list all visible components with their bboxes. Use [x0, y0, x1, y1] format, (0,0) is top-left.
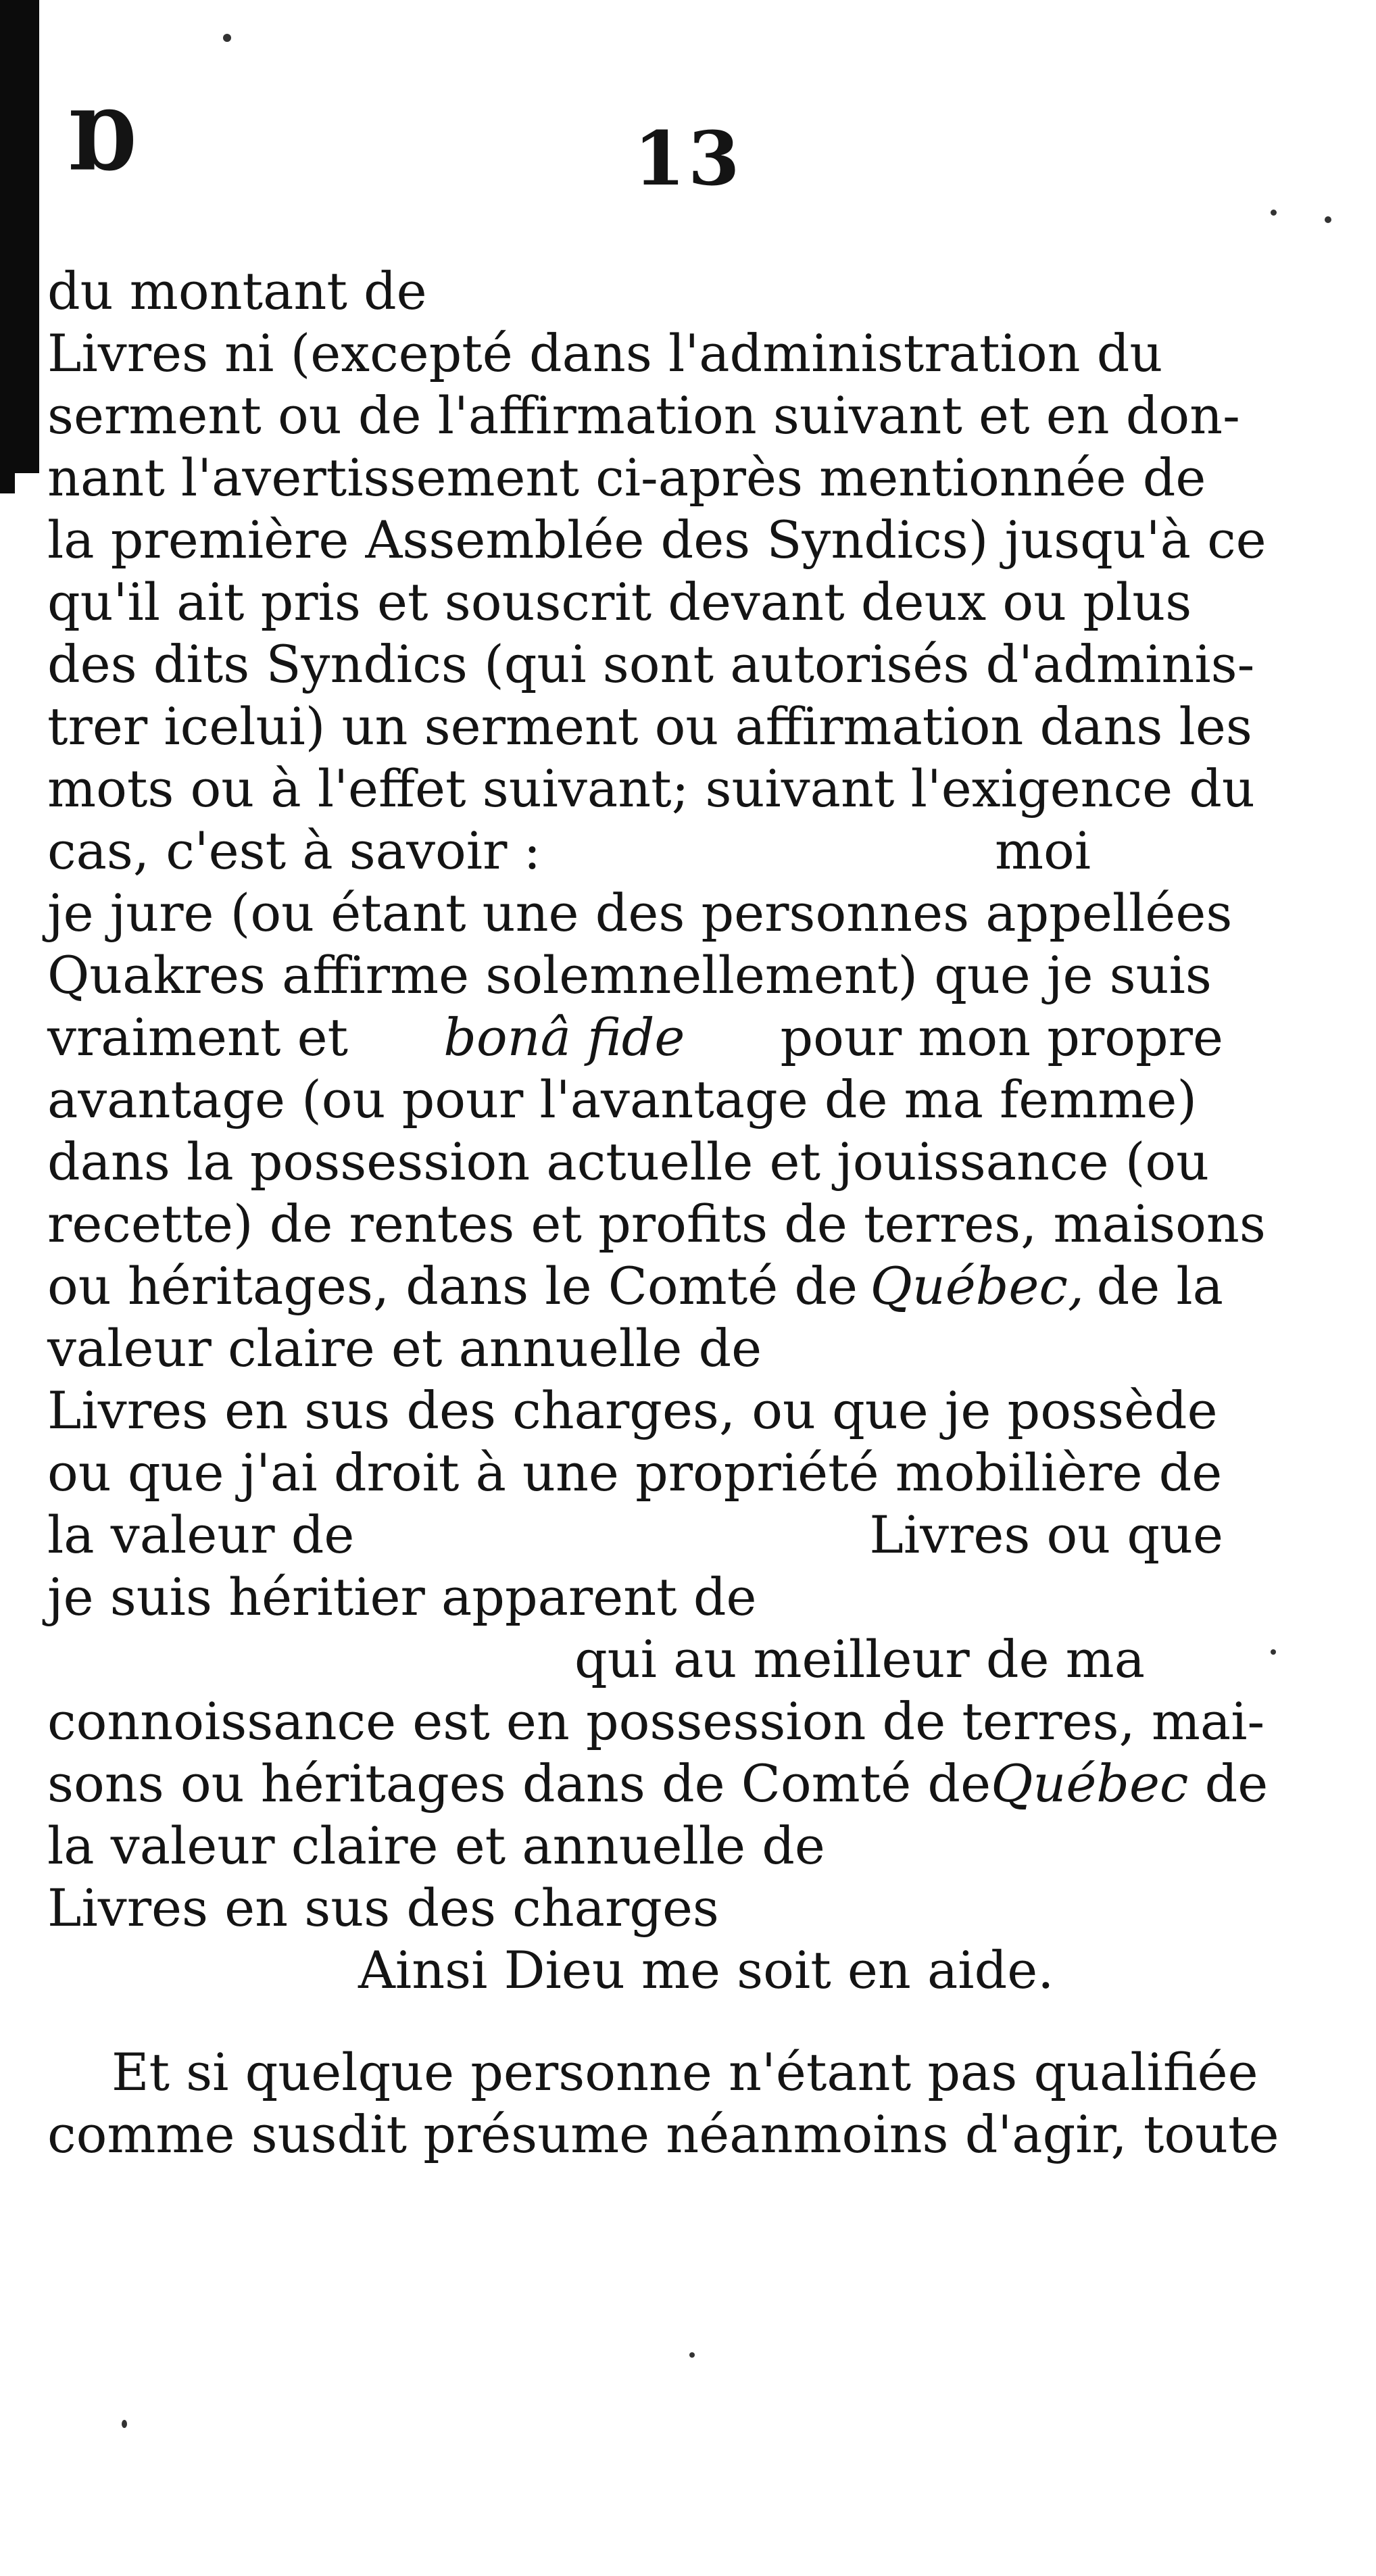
text-line: du montant de — [47, 261, 427, 321]
scan-speck — [1271, 210, 1277, 216]
text-line: la première Assemblée des Syndics) jusqu'à ce — [47, 510, 1267, 570]
text-line: dans la possession actuelle et jouissance (ou — [47, 1132, 1210, 1192]
text-line: Livres en sus des charges — [47, 1878, 719, 1938]
text-line: ou héritages, dans le Comté de Québec, de la — [47, 1256, 1223, 1316]
text-line: je jure (ou étant une des personnes appellées — [47, 883, 1233, 943]
text-line: recette) de rentes et profits de terres, maisons — [47, 1194, 1266, 1254]
text-line: Ainsi Dieu me soit en aide. — [358, 1940, 1054, 2000]
binding-edge-bar — [0, 0, 39, 473]
scan-speck — [223, 34, 231, 42]
text-line: qui au meilleur de ma — [574, 1629, 1146, 1689]
text-line: sons ou héritages dans de Comté de Québec de — [47, 1753, 1269, 1814]
text-line: qu'il ait pris et souscrit devant deux ou plus — [47, 572, 1192, 632]
text-line: cas, c'est à savoir : moi — [47, 821, 1091, 881]
corner-mark: Ɒ — [68, 94, 137, 189]
scan-speck — [689, 2352, 695, 2358]
text-line: Quakres affirme solemnellement) que je suis — [47, 945, 1212, 1005]
text-line: la valeur de Livres ou que — [47, 1505, 1223, 1565]
text-line: comme susdit présume néanmoins d'agir, toute — [47, 2104, 1279, 2164]
text-line: Livres en sus des charges, ou que je possède — [47, 1380, 1218, 1440]
scan-speck — [1271, 1649, 1276, 1655]
text-line: Et si quelque personne n'étant pas qualifiée — [112, 2042, 1258, 2102]
second-paragraph — [47, 2041, 1279, 2166]
text-line: ou que j'ai droit à une propriété mobilière de — [47, 1442, 1223, 1503]
main-text-block — [47, 260, 1269, 2001]
binding-edge-bar-foot — [0, 466, 15, 493]
text-line: avantage (ou pour l'avantage de ma femme) — [47, 1069, 1198, 1129]
text-line: nant l'avertissement ci-après mentionnée de — [47, 447, 1206, 508]
text-line: mots ou à l'effet suivant; suivant l'exigence du — [47, 758, 1255, 819]
scan-speck — [122, 2420, 127, 2428]
text-line: connoissance est en possession de terres, mai- — [47, 1691, 1265, 1751]
scan-speck — [1325, 216, 1331, 223]
text-line: serment ou de l'affirmation suivant et en don- — [47, 385, 1240, 445]
text-line: des dits Syndics (qui sont autorisés d'adminis- — [47, 634, 1255, 694]
text-line: trer icelui) un serment ou affirmation dans les — [47, 696, 1252, 756]
text-line: valeur claire et annuelle de — [47, 1318, 762, 1378]
text-line: vraiment et bonâ fide pour mon propre — [47, 1007, 1223, 1067]
text-line: je suis héritier apparent de — [47, 1567, 757, 1627]
text-line: la valeur claire et annuelle de — [47, 1816, 825, 1876]
text-line: Livres ni (excepté dans l'administration du — [47, 323, 1163, 383]
page-number: 13 — [633, 115, 743, 202]
